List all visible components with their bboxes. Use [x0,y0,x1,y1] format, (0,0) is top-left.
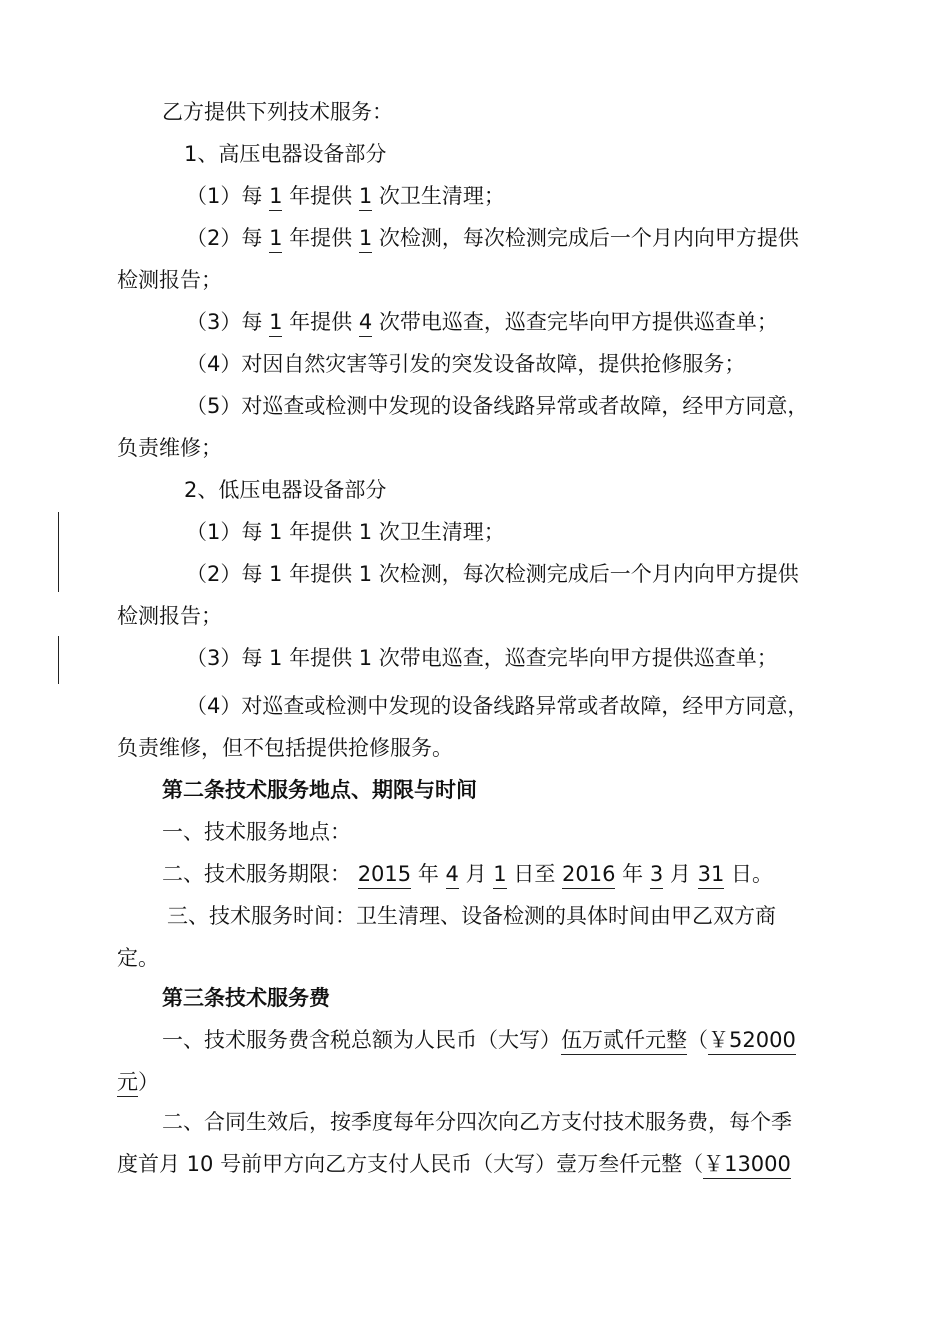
text-segment: 二、技术服务期限： [162,862,351,886]
article-heading: 第三条技术服务费 [162,986,330,1010]
text-segment: 日。 [731,862,774,886]
underlined-value: 元 [117,1070,138,1097]
text-segment: （1）每 [186,184,263,208]
revision-bar [58,636,59,684]
text-segment: 年提供 [289,226,353,250]
article-heading: 第二条技术服务地点、期限与时间 [162,778,477,802]
text-line: （2）每 1 年提供 1 次检测，每次检测完成后一个月内向甲方提供 [186,562,799,586]
text-line [186,182,505,211]
underlined-value: 伍万贰仟元整 [561,1028,687,1055]
text-segment: 次带电巡查，巡查完毕向甲方提供巡查单； [378,310,778,334]
section-heading: 2、低压电器设备部分 [184,478,387,502]
text-line [117,1150,791,1179]
text-segment: 年 [417,862,439,886]
underlined-value: 1 [493,862,506,889]
text-segment: 月 [669,862,691,886]
text-segment: 次检测，每次检测完成后一个月内向甲方提供 [378,226,799,250]
text-segment: ） [138,1070,159,1094]
text-line: （4）对因自然灾害等引发的突发设备故障，提供抢修服务； [186,352,746,376]
text-line: 负责维修，但不包括提供抢修服务。 [117,736,453,760]
underlined-value: 3 [650,862,663,889]
text-line [186,308,778,337]
text-segment: （ [687,1028,708,1052]
text-line: 乙方提供下列技术服务： [162,100,393,124]
text-segment: （3）每 [186,310,263,334]
underlined-value: ￥52000 [708,1028,796,1055]
section-heading: 1、高压电器设备部分 [184,142,387,166]
revision-bar [58,512,59,592]
underlined-value: 2016 [562,862,615,889]
text-segment: （2）每 [186,226,263,250]
text-line: （5）对巡查或检测中发现的设备线路异常或者故障，经甲方同意， [186,394,809,418]
text-segment: 年 [622,862,644,886]
text-line [162,860,773,889]
underlined-value: 1 [269,310,282,337]
text-segment: 月 [465,862,487,886]
text-segment: 年提供 [289,184,353,208]
text-segment: 年提供 [289,310,353,334]
text-line: 三、技术服务时间：卫生清理、设备检测的具体时间由甲乙双方商 [167,904,776,928]
text-segment: 日至 [513,862,556,886]
underlined-value: 4 [446,862,459,889]
text-line: （1）每 1 年提供 1 次卫生清理； [186,520,505,544]
text-line [117,1068,159,1097]
underlined-value: 2015 [358,862,411,889]
underlined-value: 1 [269,226,282,253]
underlined-value: 4 [359,310,372,337]
underlined-value: 1 [359,184,372,211]
underlined-value: 1 [359,226,372,253]
underlined-value: 31 [698,862,725,889]
text-line: 检测报告； [117,604,222,628]
text-segment: 度首月 10 号前甲方向乙方支付人民币（大写）壹万叁仟元整（ [117,1152,704,1176]
text-segment: 一、技术服务费含税总额为人民币（大写） [162,1028,561,1052]
text-segment: 次卫生清理； [378,184,505,208]
text-line: 定。 [117,946,159,970]
text-line: （3）每 1 年提供 1 次带电巡查，巡查完毕向甲方提供巡查单； [186,646,778,670]
text-line: 负责维修； [117,436,222,460]
underlined-value: 1 [269,184,282,211]
text-line: 一、技术服务地点： [162,820,351,844]
text-line: 检测报告； [117,268,222,292]
text-line [162,1026,796,1055]
text-line [186,224,799,253]
underlined-value: ￥13000 [703,1152,791,1179]
text-line: 二、合同生效后，按季度每年分四次向乙方支付技术服务费，每个季 [162,1110,792,1134]
text-line: （4）对巡查或检测中发现的设备线路异常或者故障，经甲方同意， [186,694,809,718]
